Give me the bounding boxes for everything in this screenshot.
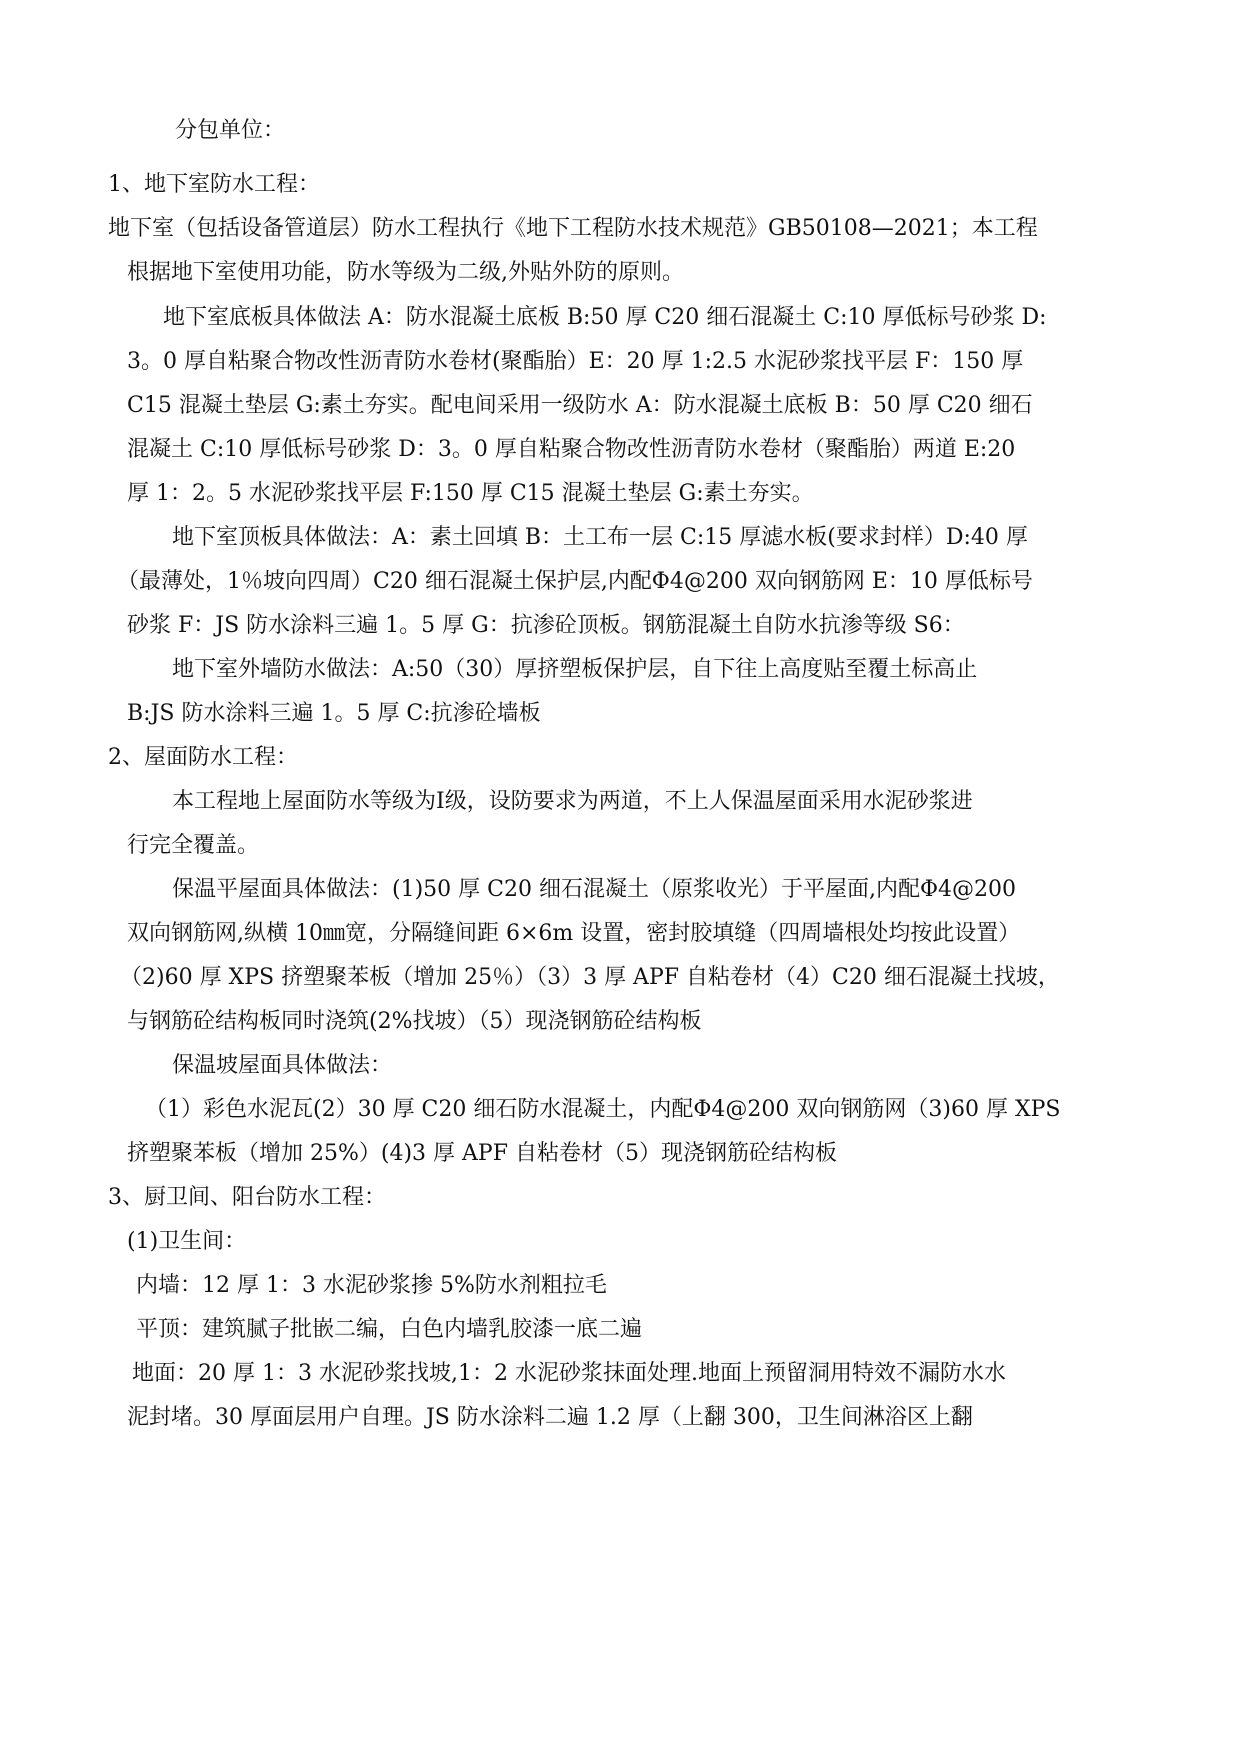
paragraph-line: 地下室底板具体做法 A：防水混凝土底板 B:50 厚 C20 细石混凝土 C:10 厚低标号砂浆 D: (163, 305, 1047, 330)
paragraph-line: 与钢筋砼结构板同时浇筑(2%找坡）（5）现浇钢筋砼结构板 (127, 1009, 702, 1034)
paragraph-line: B:JS 防水涂料三遍 1。5 厚 C:抗渗砼墙板 (127, 701, 541, 726)
paragraph-line: 地下室顶板具体做法：A：素土回填 B：土工布一层 C:15 厚滤水板(要求封样）D:40 厚 (172, 525, 1028, 550)
paragraph-line: 厚 1：2。5 水泥砂浆找平层 F:150 厚 C15 混凝土垫层 G:素土夯实。 (127, 481, 814, 506)
paragraph-line: （最薄处，1％坡向四周）C20 细石混凝土保护层,内配Φ4@200 双向钢筋网 E：10 厚低标号 (117, 569, 1033, 594)
paragraph-line: 挤塑聚苯板（增加 25%）(4)3 厚 APF 自粘卷材（5）现浇钢筋砼结构板 (127, 1141, 837, 1166)
paragraph-line: 保温坡屋面具体做法： (172, 1053, 393, 1078)
paragraph-line: 本工程地上屋面防水等级为Ⅰ级，设防要求为两道，不上人保温屋面采用水泥砂浆进 (172, 789, 973, 814)
subcontractor-label: 分包单位： (175, 118, 286, 143)
paragraph-line: 根据地下室使用功能，防水等级为二级,外贴外防的原则。 (127, 260, 684, 285)
paragraph-line: 平顶：建筑腻子批嵌二编，白色内墙乳胶漆一底二遍 (136, 1317, 643, 1342)
paragraph-line: 内墙：12 厚 1：3 水泥砂浆掺 5%防水剂粗拉毛 (136, 1273, 607, 1298)
paragraph-line: （2)60 厚 XPS 挤塑聚苯板（增加 25％）（3）3 厚 APF 自粘卷材（4）C20 细石混凝土找坡， (120, 965, 1060, 990)
paragraph-line: C15 混凝土垫层 G:素土夯实。配电间采用一级防水 A：防水混凝土底板 B：50 厚 C20 细石 (127, 393, 1033, 418)
paragraph-line: 双向钢筋网,纵横 10㎜宽，分隔缝间距 6×6m 设置，密封胶填缝（四周墙根处均按此设置） (127, 921, 1021, 946)
section-2-heading: 2、屋面防水工程： (108, 745, 298, 770)
paragraph-line: 砂浆 F：JS 防水涂料三遍 1。5 厚 G：抗渗砼顶板。钢筋混凝土自防水抗渗等级 S6： (127, 613, 965, 638)
subsection-heading: (1)卫生间： (127, 1229, 247, 1254)
paragraph-line: 3。0 厚自粘聚合物改性沥青防水卷材(聚酯胎）E：20 厚 1:2.5 水泥砂浆找平层 F：150 厚 (127, 349, 1024, 374)
paragraph-line: 泥封堵。30 厚面层用户自理。JS 防水涂料二遍 1.2 厚（上翻 300，卫生间淋浴区上翻 (127, 1405, 973, 1430)
paragraph-line: 保温平屋面具体做法：(1)50 厚 C20 细石混凝土（原浆收光）于平屋面,内配Φ4@200 (172, 877, 1016, 902)
paragraph-line: 混凝土 C:10 厚低标号砂浆 D：3。0 厚自粘聚合物改性沥青防水卷材（聚酯胎）两道 E:20 (127, 437, 1016, 462)
section-1-heading: 1、地下室防水工程： (108, 172, 320, 197)
paragraph-line: 地面：20 厚 1：3 水泥砂浆找坡,1：2 水泥砂浆抹面处理.地面上预留洞用特效不漏防水水 (132, 1361, 1006, 1386)
section-3-heading: 3、厨卫间、阳台防水工程： (108, 1185, 386, 1210)
paragraph-line: 地下室（包括设备管道层）防水工程执行《地下工程防水技术规范》GB50108—2021；本工程 (108, 216, 1038, 241)
paragraph-line: 地下室外墙防水做法：A:50（30）厚挤塑板保护层，自下往上高度贴至覆土标高止 (172, 657, 978, 682)
paragraph-line: 行完全覆盖。 (127, 833, 260, 858)
paragraph-line: （1）彩色水泥瓦(2）30 厚 C20 细石防水混凝土，内配Φ4@200 双向钢筋网（3)60 厚 XPS (145, 1097, 1061, 1122)
